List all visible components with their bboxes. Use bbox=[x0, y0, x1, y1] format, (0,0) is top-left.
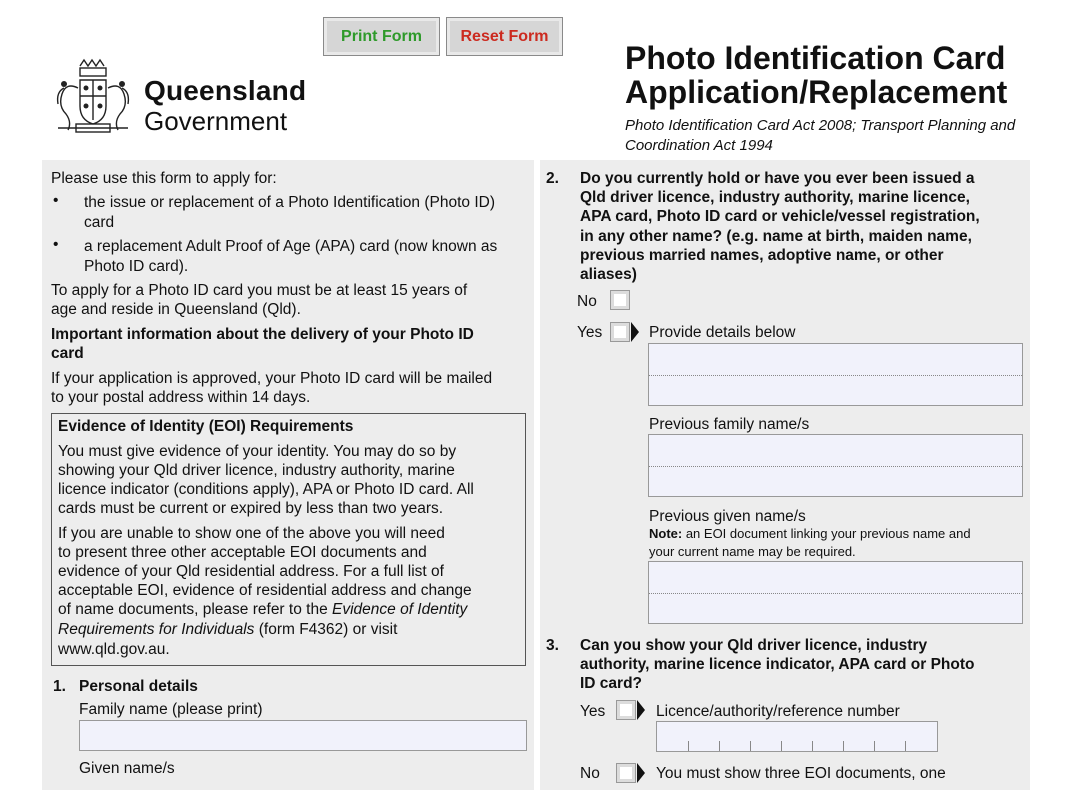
eoi-heading: Evidence of Identity (EOI) Requirements bbox=[58, 418, 354, 435]
bullet-icon: • bbox=[53, 192, 59, 209]
question2-line4: in any other name? (e.g. name at birth, maiden name, bbox=[580, 228, 972, 245]
eoi-p1-line1: You must give evidence of your identity. You may do so by bbox=[58, 443, 457, 460]
bullet2-line2: Photo ID card). bbox=[84, 258, 189, 275]
eoi-p2-line5 bbox=[58, 600, 467, 620]
note-text: an EOI document linking your previous name and bbox=[682, 526, 971, 541]
age-line1: To apply for a Photo ID card you must be at least 15 years of bbox=[51, 282, 468, 299]
logo-text-line1: Queensland bbox=[144, 75, 307, 106]
previous-given-name-label: Previous given name/s bbox=[649, 508, 806, 525]
page-subtitle: Photo Identification Card Act 2008; Transport Planning and Coordination Act 1994 bbox=[625, 117, 1016, 154]
previous-family-name-input[interactable] bbox=[648, 434, 1023, 497]
intro-text: Please use this form to apply for: bbox=[51, 170, 277, 187]
important-heading-line2: card bbox=[51, 345, 84, 362]
q2-yes-label: Yes bbox=[577, 324, 603, 341]
question2-line2: Qld driver licence, industry authority, marine licence, bbox=[580, 189, 970, 206]
q3-no-label: No bbox=[580, 765, 600, 782]
previous-details-input[interactable] bbox=[648, 343, 1023, 406]
question2-line6: aliases) bbox=[580, 266, 637, 283]
eoi-website-link[interactable]: www.qld.gov.au. bbox=[58, 641, 170, 658]
licence-number-input[interactable] bbox=[656, 721, 938, 752]
eoi-p2-line3: evidence of your Qld residential address. For a full list of bbox=[58, 563, 444, 580]
q3-yes-checkbox[interactable] bbox=[616, 700, 636, 720]
eoi-p2-line4: acceptable EOI, evidence of residential address and change bbox=[58, 582, 472, 599]
question3-number: 3. bbox=[546, 637, 559, 654]
title-line1: Photo Identification Card bbox=[625, 40, 1006, 76]
eoi-note-line1 bbox=[649, 525, 971, 542]
previous-family-name-label: Previous family name/s bbox=[649, 416, 810, 433]
question2-line5: previous married names, adoptive name, or other bbox=[580, 247, 944, 264]
eoi-p1-line4: cards must be current or expired by less than two years. bbox=[58, 500, 444, 517]
logo-text-line2: Government bbox=[144, 106, 288, 136]
section1-number: 1. bbox=[53, 678, 66, 695]
q3-no-checkbox[interactable] bbox=[616, 763, 636, 783]
bullet1-line1: the issue or replacement of a Photo Identification (Photo ID) bbox=[84, 194, 495, 211]
eoi-p2-line1: If you are unable to show one of the above you will need bbox=[58, 525, 445, 542]
q2-no-label: No bbox=[577, 293, 597, 310]
age-line2: age and reside in Queensland (Qld). bbox=[51, 301, 301, 318]
coat-of-arms-icon bbox=[50, 58, 136, 138]
q3-no-text: You must show three EOI documents, one bbox=[656, 765, 946, 782]
eoi-p1-line2: showing your Qld driver licence, industry authority, marine bbox=[58, 462, 455, 479]
eoi-p2-line5-text: of name documents, please refer to the bbox=[58, 601, 332, 618]
arrow-right-icon bbox=[637, 763, 645, 783]
arrow-right-icon bbox=[631, 322, 639, 342]
question2-line3: APA card, Photo ID card or vehicle/vessel registration, bbox=[580, 208, 980, 225]
question3-line1: Can you show your Qld driver licence, industry bbox=[580, 637, 928, 654]
eoi-note-line2: your current name may be required. bbox=[649, 544, 856, 559]
section1-heading: Personal details bbox=[79, 678, 198, 695]
delivery-line2: to your postal address within 14 days. bbox=[51, 389, 311, 406]
q2-no-checkbox[interactable] bbox=[610, 290, 630, 310]
queensland-government-logo bbox=[50, 58, 307, 138]
question2-number: 2. bbox=[546, 170, 559, 187]
bullet2-line1: a replacement Adult Proof of Age (APA) card (now known as bbox=[84, 238, 498, 255]
provide-details-label: Provide details below bbox=[649, 324, 796, 341]
question2-line1: Do you currently hold or have you ever been issued a bbox=[580, 170, 975, 187]
q3-yes-label: Yes bbox=[580, 703, 606, 720]
page-title bbox=[625, 41, 1007, 109]
eoi-doc-title-part1: Evidence of Identity bbox=[332, 601, 468, 618]
note-label: Note: bbox=[649, 526, 683, 541]
previous-given-name-input[interactable] bbox=[648, 561, 1023, 624]
question3-line2: authority, marine licence indicator, APA card or Photo bbox=[580, 656, 975, 673]
title-line2: Application/Replacement bbox=[625, 74, 1008, 110]
eoi-p2-line2: to present three other acceptable EOI documents and bbox=[58, 544, 427, 561]
given-name-label: Given name/s bbox=[79, 760, 175, 777]
eoi-p2-line6 bbox=[58, 620, 397, 640]
arrow-right-icon bbox=[637, 700, 645, 720]
reset-form-button[interactable]: Reset Form bbox=[446, 17, 563, 56]
licence-number-label: Licence/authority/reference number bbox=[656, 703, 900, 720]
eoi-doc-title-part2: Requirements for Individuals bbox=[58, 621, 255, 638]
delivery-line1: If your application is approved, your Photo ID card will be mailed bbox=[51, 370, 493, 387]
bullet1-line2: card bbox=[84, 214, 115, 231]
important-heading-line1: Important information about the delivery of your Photo ID bbox=[51, 326, 474, 343]
question3-line3: ID card? bbox=[580, 675, 643, 692]
q2-yes-checkbox[interactable] bbox=[610, 322, 630, 342]
eoi-p1-line3: licence indicator (conditions apply), APA or Photo ID card. All bbox=[58, 481, 474, 498]
eoi-p2-line6-text: (form F4362) or visit bbox=[254, 621, 398, 638]
bullet-icon: • bbox=[53, 236, 59, 253]
family-name-label: Family name (please print) bbox=[79, 701, 263, 718]
family-name-input[interactable] bbox=[79, 720, 527, 751]
print-form-button[interactable]: Print Form bbox=[323, 17, 440, 56]
